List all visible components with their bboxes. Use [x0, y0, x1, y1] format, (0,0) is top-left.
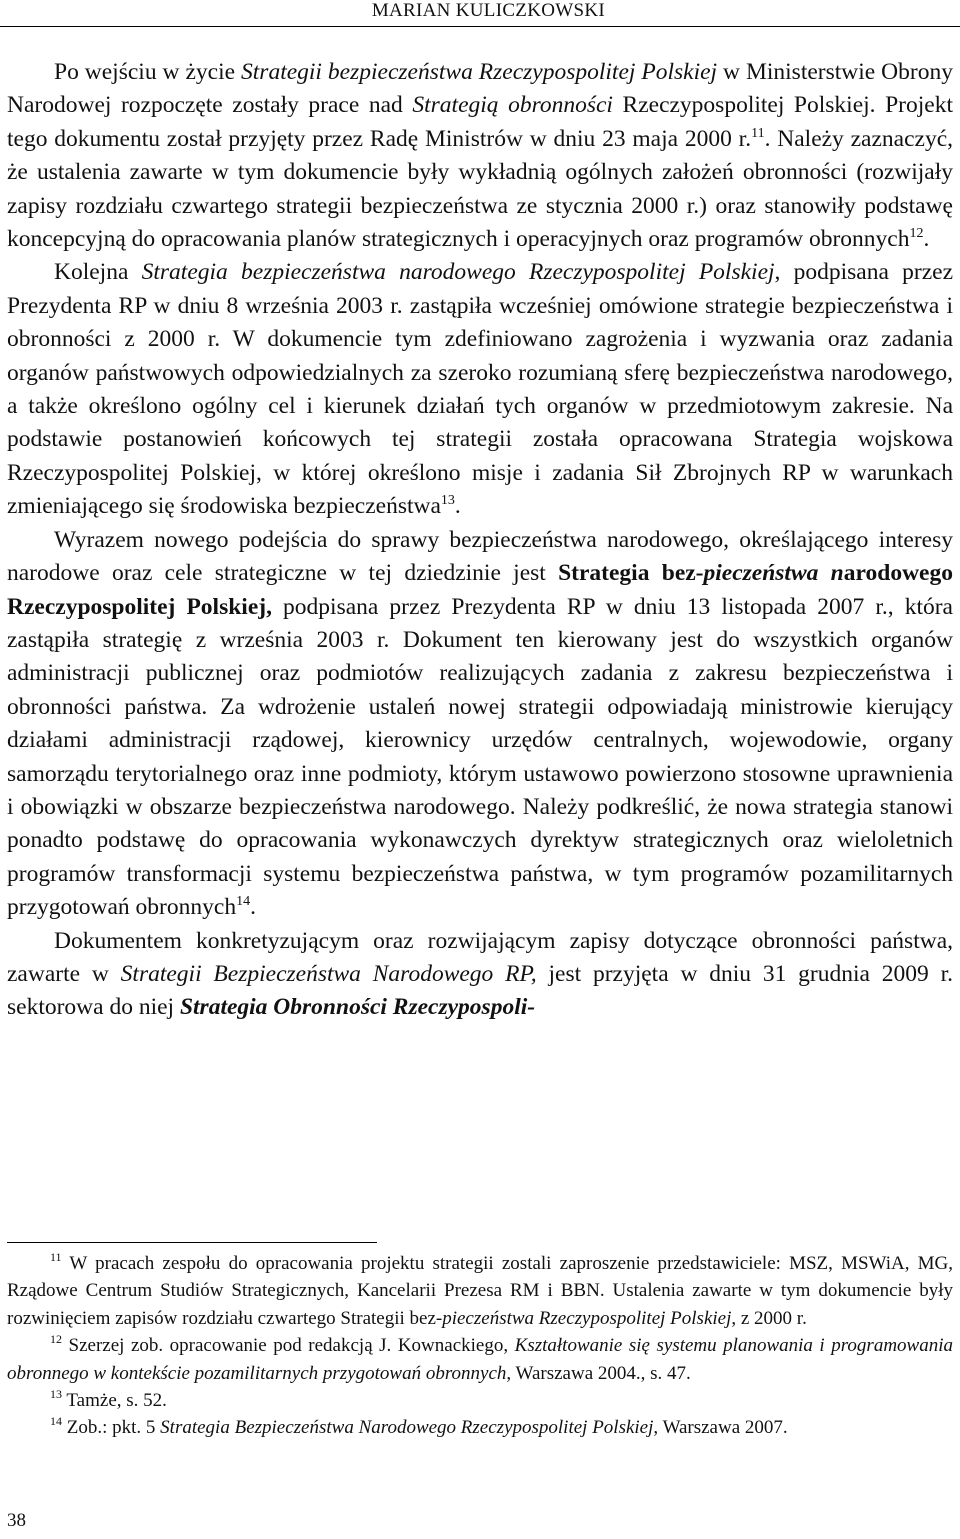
paragraph-1: [7, 56, 953, 256]
text-span: .: [250, 894, 256, 921]
paragraph-3: [7, 524, 953, 925]
italic-title: Strategia bezpieczeństwa narodowego Rzeczypospolitej Polskiej: [141, 259, 775, 286]
text-span: , Warszawa 2007.: [653, 1417, 788, 1439]
text-span: jest przyjęta w dniu 31 grudnia 2009 r. sektorowa do niej: [7, 960, 954, 1021]
text-span: Rzeczypospolitej Polskiej. Projekt tego dokumentu został przyjęty przez Radę Ministrów w dniu 23 maja 2000 r.: [7, 92, 953, 152]
text-span: , Warszawa 2004., s. 47.: [506, 1362, 691, 1384]
text-span: Po wejściu w życie: [54, 59, 242, 85]
text-span: Tamże, s. 52.: [62, 1390, 167, 1412]
footnote-13: [7, 1387, 953, 1414]
text-span: Dokumentem konkretyzującym oraz rozwijającym zapisy dotyczące obronności państwa, zawarte w: [7, 927, 953, 987]
text-span: Zob.: pkt. 5: [62, 1417, 161, 1439]
page-header: [0, 0, 960, 22]
header-rule: [0, 26, 960, 27]
footnotes: [7, 1250, 953, 1442]
footnote-number: 14: [50, 1414, 62, 1429]
footnote-ref-11[interactable]: 11: [751, 125, 765, 141]
text-span: .: [923, 226, 930, 253]
footnote-11: [7, 1250, 953, 1332]
footnote-number: 12: [50, 1332, 62, 1347]
italic-title: Strategii bezpieczeństwa Rzeczypospolitej Polskiej: [241, 59, 718, 85]
italic-title: pieczeństwa Rzeczypospolitej Polskiej: [442, 1307, 732, 1329]
footnote-separator: [7, 1242, 377, 1243]
bold-italic-title: Strategia Obronności Rzeczypospoli-: [179, 994, 536, 1021]
bold-title: arodowego Rzeczypospolitej Polskiej,: [7, 560, 953, 620]
text-span: .: [454, 493, 461, 520]
footnote-number: 13: [50, 1387, 62, 1402]
italic-title: Strategią obronności: [412, 92, 613, 119]
text-span: W pracach zespołu do opracowania projektu strategii zostali zaproszenie przedstawiciele: MSZ, MSWiA, MG, Rządowe Centrum Studiów Strategicznych, Kancelarii Prezesa RM i BBN. Ustalenia zawarte w tym dokumencie były rozwinięciem zapisów rozdziału czwartego Strategii bez-: [7, 1253, 953, 1329]
footnote-12: [7, 1332, 953, 1387]
footnote-ref-12[interactable]: 12: [909, 226, 924, 242]
text-span: Kolejna: [54, 259, 142, 286]
text-span: podpisana przez Prezydenta RP w dniu 13 listopada 2007 r., która zastąpiła strategię z września 2003 r. Dokument ten kierowany jest do wszystkich organów administracji publicznej oraz podmiotów realizujących zadania z zakresu bezpieczeństwa i obronności państwa. Za wdrożenie ustaleń nowej strategii odpowiadają ministrowie kierujący działami administracji rządowej, kierownicy urzędów centralnych, wojewodowie, organy samorządu terytorialnego oraz inne podmioty, którym ustawowo powierzono stosowne uprawnienia i obowiązki w obszarze bezpieczeństwa narodowego. Należy podkreślić, że nowa strategia stanowi ponadto podstawę do opracowania wykonawczych dyrektyw strategicznych oraz wieloletnich programów transformacji systemu bezpieczeństwa państwa, w tym programów pozamilitarnych przygotowań obronnych: [7, 593, 953, 921]
bold-italic-title: pieczeństwa n: [703, 560, 844, 587]
paragraph-2: [7, 256, 953, 523]
paragraph-4: [7, 925, 953, 1025]
footnote-ref-13[interactable]: 13: [440, 493, 455, 509]
text-span: , podpisana przez Prezydenta RP w dniu 8 września 2003 r. zastąpiła wcześniej omówione strategie bezpieczeństwa i obronności z 2000 r. W dokumencie tym zdefiniowano zagrożenia i wyzwania oraz zadania organów państwowych odpowiedzialnych za szeroko rozumianą sferę bezpieczeństwa narodowego, a także określono ogólny cel i kierunek działań tych organów w przedmiotowym zakresie. Na podstawie postanowień końcowych tej strategii została opracowana Strategia wojskowa Rzeczypospolitej Polskiej, w której określono misje i zadania Sił Zbrojnych RP w warunkach zmieniającego się środowiska bezpieczeństwa: [7, 259, 954, 520]
running-head: MARIAN KULICZKOWSKI: [371, 0, 605, 21]
footnote-ref-14[interactable]: 14: [236, 894, 251, 910]
text-span: w Ministerstwie Obrony Narodowej rozpoczęte zostały prace nad: [7, 59, 953, 119]
text-span: , z 2000 r.: [731, 1307, 807, 1329]
text-span: Wyrazem nowego podejścia do sprawy bezpieczeństwa narodowego, określającego interesy narodowe oraz cele strategiczne w tej dziedzinie jest: [7, 526, 953, 587]
main-text: [7, 56, 953, 1025]
italic-title: Strategia Bezpieczeństwa Narodowego Rzeczypospolitej Polskiej: [160, 1417, 654, 1439]
footnote-number: 11: [50, 1250, 62, 1264]
italic-title: Kształtowanie się systemu planowania i programowania obronnego w kontekście pozamilitarnych przygotowań obronnych: [7, 1335, 953, 1384]
text-span: . Należy zaznaczyć, że ustalenia zawarte w tym dokumencie były wykładnią ogólnych założeń obronności (rozwijały zapisy rozdziału czwartego strategii bezpieczeństwa ze stycznia 2000 r.) oraz stanowiły podstawę koncepcyjną do opracowania planów strategicznych i operacyjnych oraz programów obronnych: [7, 125, 953, 253]
footnote-14: [7, 1414, 953, 1441]
bold-title: Strategia bez-: [558, 560, 704, 587]
italic-title: Strategii Bezpieczeństwa Narodowego RP,: [120, 960, 537, 987]
page-number: 38: [7, 1510, 26, 1531]
text-span: Szerzej zob. opracowanie pod redakcją J. Kownackiego,: [62, 1335, 515, 1357]
